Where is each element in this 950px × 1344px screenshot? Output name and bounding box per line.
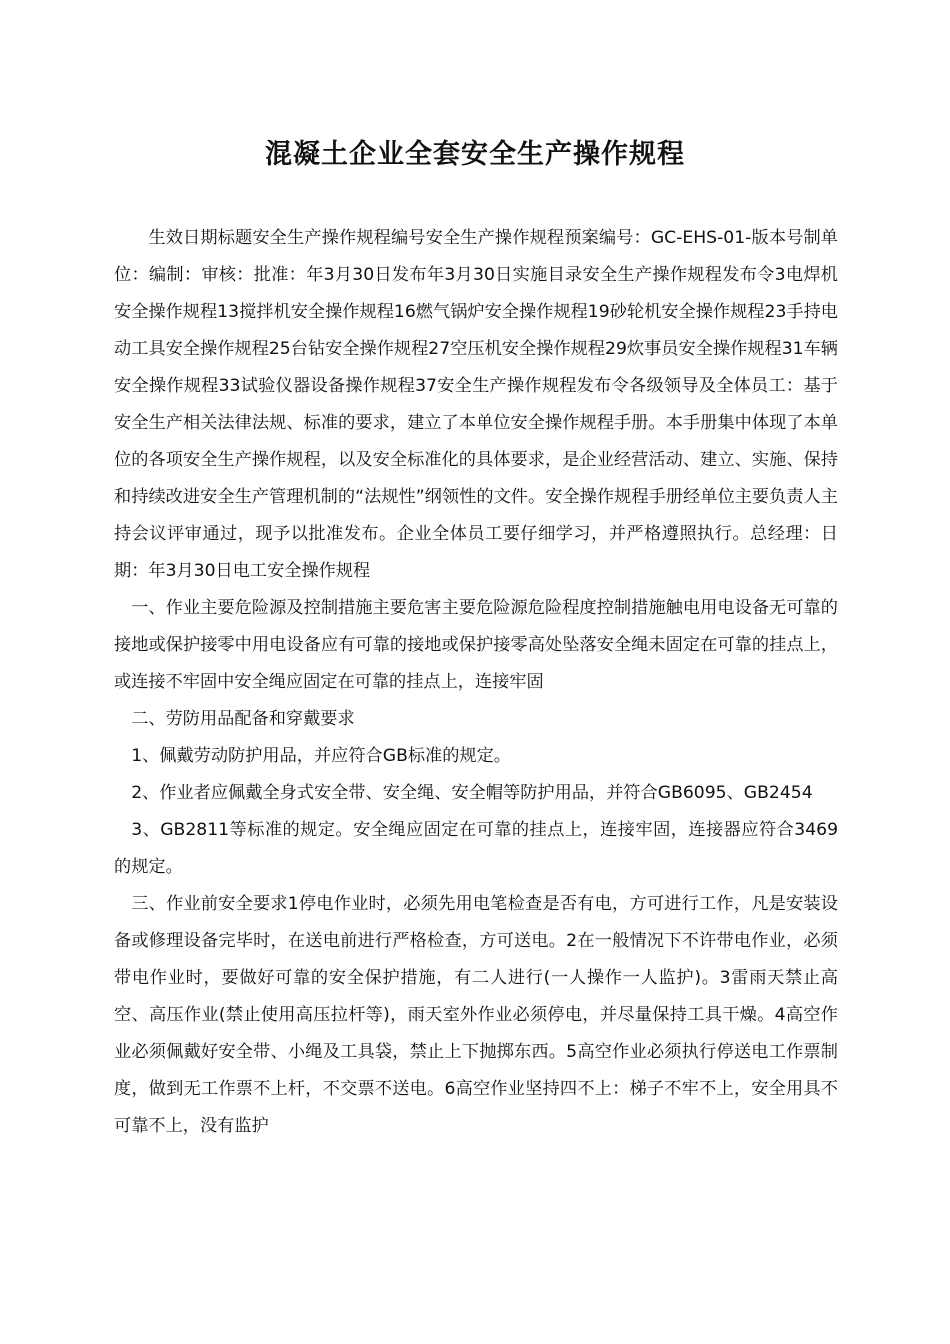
paragraph-preamble: 生效日期标题安全生产操作规程编号安全生产操作规程预案编号：GC-EHS-01-版本号制单位：编制：审核：批准：年3月30日发布年3月30日实施目录安全生产操作规程发布令3电焊机安全操作规程13搅拌机安全操作规程16燃气锅炉安全操作规程19砂轮机安全操作规程23手持电动工具安全操作规程25台钻安全操作规程27空压机安全操作规程29炊事员安全操作规程31车辆安全操作规程33试验仪器设备操作规程37安全生产操作规程发布令各级领导及全体员工：基于安全生产相关法律法规、标准的要求，建立了本单位安全操作规程手册。本手册集中体现了本单位的各项安全生产操作规程，以及安全标准化的具体要求，是企业经营活动、建立、实施、保持和持续改进安全生产管理机制的“法规性”纲领性的文件。安全操作规程手册经单位主要负责人主持会议评审通过，现予以批准发布。企业全体员工要仔细学习，并严格遵照执行。总经理：日期：年3月30日电工安全操作规程 — [114, 228, 838, 581]
paragraph-section-1: 一、作业主要危险源及控制措施主要危害主要危险源危险程度控制措施触电用电设备无可靠的接地或保护接零中用电设备应有可靠的接地或保护接零高处坠落安全绳未固定在可靠的挂点上，或连接不牢固中安全绳应固定在可靠的挂点上，连接牢固 — [114, 598, 838, 692]
paragraph-item-2: 2、作业者应佩戴全身式安全带、安全绳、安全帽等防护用品，并符合GB6095、GB2454 — [131, 783, 813, 803]
paragraph-section-3: 三、作业前安全要求1停电作业时，必须先用电笔检查是否有电，方可进行工作，凡是安装设备或修理设备完毕时，在送电前进行严格检查，方可送电。2在一般情况下不许带电作业，必须带电作业时，要做好可靠的安全保护措施，有二人进行(一人操作一人监护)。3雷雨天禁止高空、高压作业(禁止使用高压拉杆等)，雨天室外作业必须停电，并尽量保持工具干燥。4高空作业必须佩戴好安全带、小绳及工具袋，禁止上下抛掷东西。5高空作业必须执行停送电工作票制度，做到无工作票不上杆，不交票不送电。6高空作业坚持四不上：梯子不牢不上，安全用具不可靠不上，没有监护 — [114, 894, 838, 1136]
document-body — [114, 220, 838, 1145]
document-title: 混凝土企业全套安全生产操作规程 — [265, 139, 685, 170]
paragraph-item-3: 3、GB2811等标准的规定。安全绳应固定在可靠的挂点上，连接牢固，连接器应符合3469的规定。 — [114, 820, 838, 877]
paragraph-section-2-heading: 二、劳防用品配备和穿戴要求 — [131, 709, 355, 729]
paragraph-item-1: 1、佩戴劳动防护用品，并应符合GB标准的规定。 — [131, 746, 511, 766]
